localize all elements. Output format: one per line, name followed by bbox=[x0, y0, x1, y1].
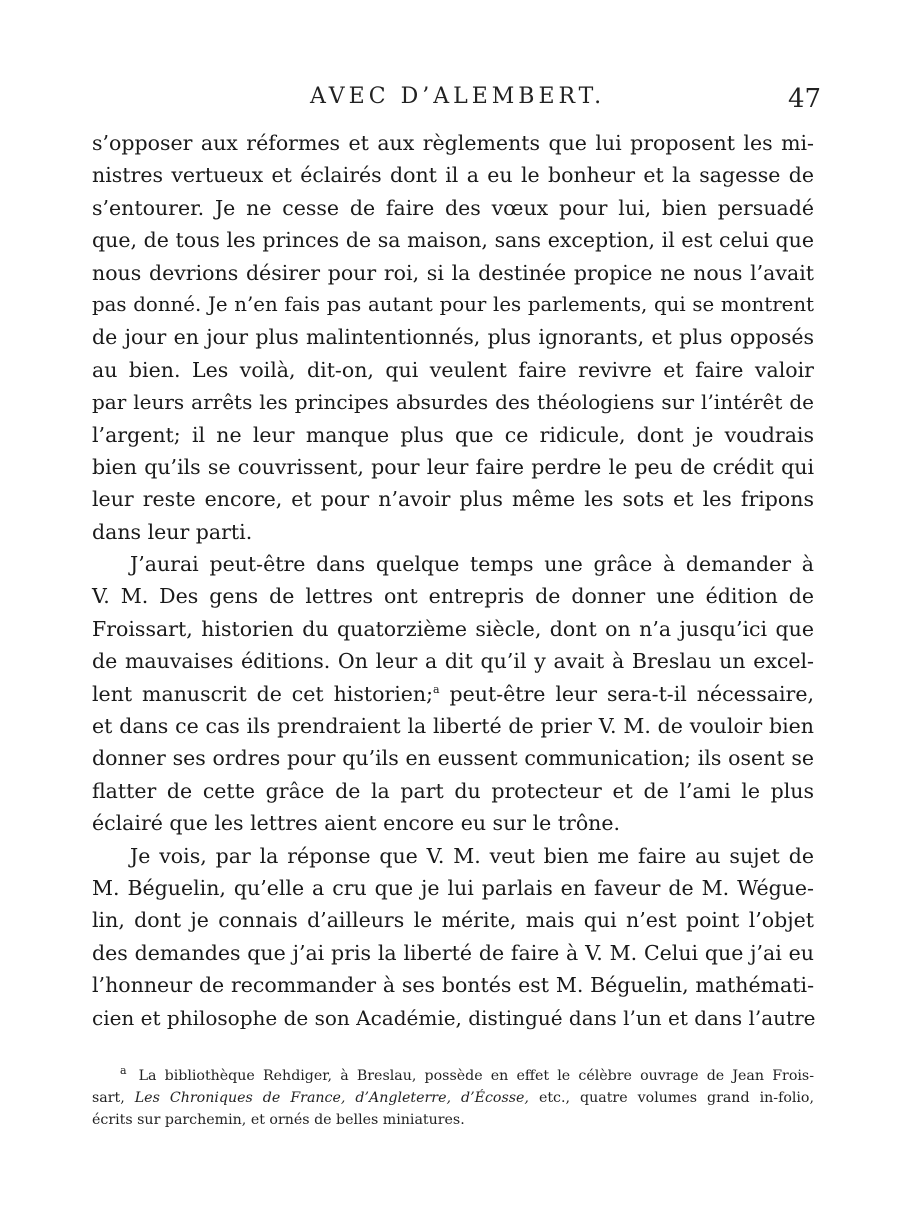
text-line: pas donné. Je n’en fais pas autant pour les parlements, qui se montrent bbox=[92, 292, 814, 316]
footnote-marker: a bbox=[120, 1064, 127, 1078]
text-line: de jour en jour plus malintentionnés, plus ignorants, et plus opposés bbox=[92, 325, 814, 350]
text-line: nistres vertueux et éclairés dont il a eu le bonheur et la sagesse de bbox=[92, 163, 814, 188]
text-line: J’aurai peut-être dans quelque temps une grâce à demander à bbox=[130, 552, 814, 577]
text-line: de mauvaises éditions. On leur a dit qu’il y avait à Breslau un excel- bbox=[92, 649, 814, 674]
text-line: cien et philosophe de son Académie, distingué dans l’un et dans l’autre bbox=[92, 1005, 816, 1030]
text-line: des demandes que j’ai pris la liberté de faire à V. M. Celui que j’ai eu bbox=[92, 940, 814, 965]
page-number: 47 bbox=[788, 84, 822, 114]
text-fragment: lent manuscrit de cet historien; bbox=[92, 681, 434, 706]
footnote-text: etc., quatre volumes grand in-folio, bbox=[538, 1090, 814, 1106]
text-line: bien qu’ils se couvrissent, pour leur faire perdre le peu de crédit qui bbox=[92, 454, 814, 479]
text-line: au bien. Les voilà, dit-on, qui veulent faire revivre et faire valoir bbox=[92, 357, 814, 382]
text-line: donner ses ordres pour qu’ils en eussent communication; ils osent se bbox=[92, 746, 814, 771]
body-text bbox=[92, 127, 814, 1034]
text-line: s’opposer aux réformes et aux règlements que lui proposent les mi- bbox=[92, 131, 814, 155]
footnote bbox=[92, 1065, 814, 1131]
footnote-line bbox=[92, 1065, 814, 1087]
text-line: par leurs arrêts les principes absurdes des théologiens sur l’intérêt de bbox=[92, 390, 814, 415]
footnote-line bbox=[92, 1087, 814, 1109]
text-line: l’argent; il ne leur manque plus que ce ridicule, dont je voudrais bbox=[92, 422, 814, 447]
footnote-title-italic: Les Chroniques de France, d’Angleterre, d’Écosse, bbox=[134, 1090, 529, 1106]
text-line: nous devrions désirer pour roi, si la destinée propice ne nous l’avait bbox=[92, 260, 814, 285]
text-line: Froissart, historien du quatorzième siècle, dont on n’a jusqu’ici que bbox=[92, 616, 814, 641]
footnote-text: La bibliothèque Rehdiger, à Breslau, possède en effet le célèbre ouvrage de Jean Frois- bbox=[138, 1068, 814, 1084]
text-line: lin, dont je connais d’ailleurs le mérite, mais qui n’est point l’objet bbox=[92, 908, 814, 933]
text-line: et dans ce cas ils prendraient la liberté de prier V. M. de vouloir bien bbox=[92, 714, 814, 739]
text-line: flatter de cette grâce de la part du protecteur et de l’ami le plus bbox=[92, 778, 814, 803]
text-fragment: peut-être leur sera-t-il nécessaire, bbox=[449, 681, 814, 706]
text-line: l’honneur de recommander à ses bontés est M. Béguelin, mathémati- bbox=[92, 973, 814, 998]
text-line: éclairé que les lettres aient encore eu sur le trône. bbox=[92, 811, 621, 836]
text-line: Je vois, par la réponse que V. M. veut bien me faire au sujet de bbox=[130, 843, 814, 868]
text-line: que, de tous les princes de sa maison, sans exception, il est celui que bbox=[92, 228, 814, 253]
text-line: leur reste encore, et pour n’avoir plus même les sots et les fripons bbox=[92, 487, 814, 512]
footnote-reference[interactable]: a bbox=[433, 682, 440, 696]
text-line: V. M. Des gens de lettres ont entrepris de donner une édition de bbox=[92, 584, 814, 609]
text-line-with-note bbox=[92, 678, 814, 710]
running-head: AVEC D’ALEMBERT. bbox=[310, 84, 606, 109]
footnote-line: écrits sur parchemin, et ornés de belles miniatures. bbox=[92, 1112, 465, 1128]
text-line: M. Béguelin, qu’elle a cru que je lui parlais en faveur de M. Wégue- bbox=[92, 875, 814, 900]
text-line: dans leur parti. bbox=[92, 519, 253, 544]
footnote-text: sart, bbox=[92, 1090, 125, 1106]
text-line: s’entourer. Je ne cesse de faire des vœux pour lui, bien persuadé bbox=[92, 195, 814, 220]
